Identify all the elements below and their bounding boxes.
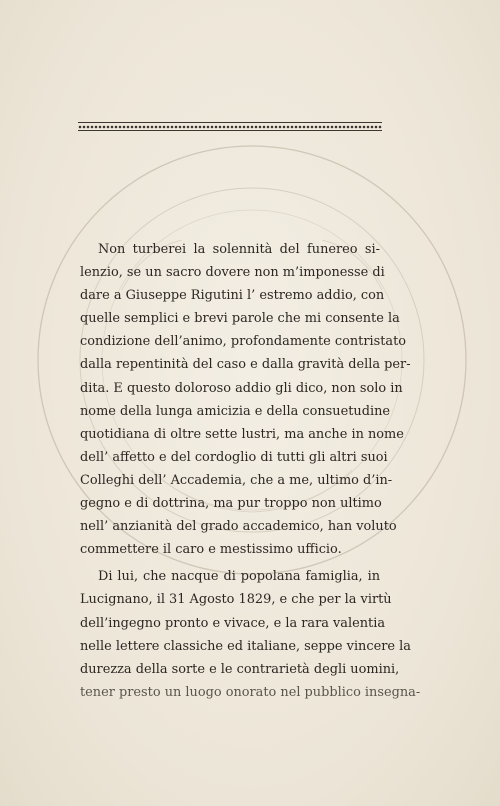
text-line: dalla repentinità del caso e dalla gravità della per- bbox=[80, 357, 411, 373]
text-line: dell’ affetto e del cordoglio di tutti gli altri suoi bbox=[80, 449, 388, 465]
text-line: Lucignano, il 31 Agosto 1829, e che per la virtù bbox=[80, 592, 392, 608]
text-line: dell’ingegno pronto e vivace, e la rara valentia bbox=[80, 615, 386, 631]
text-line: dare a Giuseppe Rigutini l’ estremo addio, con bbox=[80, 288, 385, 304]
text-line: durezza della sorte e le contrarietà degli uomini, bbox=[80, 661, 400, 677]
paragraph-1 bbox=[80, 238, 411, 561]
text-line: gegno e di dottrina, ma pur troppo non ultimo bbox=[80, 496, 382, 512]
text-line: Non turberei la solennità del funereo si- bbox=[98, 242, 380, 257]
text-line: tener presto un luogo onorato nel pubblico insegna- bbox=[80, 684, 421, 700]
text-line: Colleghi dell’ Accademia, che a me, ultimo d’in- bbox=[80, 472, 393, 488]
text-line: quotidiana di oltre sette lustri, ma anche in nome bbox=[80, 426, 404, 442]
paragraph-2 bbox=[80, 565, 421, 704]
text-line: dita. E questo doloroso addio gli dico, non solo in bbox=[80, 380, 403, 396]
text-line: Di lui, che nacque di popolana famiglia, in bbox=[98, 569, 380, 585]
text-line: commettere il caro e mestissimo ufficio. bbox=[80, 542, 342, 558]
body-text bbox=[80, 238, 421, 704]
text-line: lenzio, se un sacro dovere non m’imponesse di bbox=[80, 265, 385, 281]
text-line: nell’ anzianità del grado accademico, han voluto bbox=[80, 519, 397, 535]
text-line: nelle lettere classiche ed italiane, seppe vincere la bbox=[80, 638, 411, 654]
text-line: quelle semplici e brevi parole che mi consente la bbox=[80, 311, 400, 327]
text-line: nome della lunga amicizia e della consuetudine bbox=[80, 403, 391, 419]
ornamental-rule bbox=[78, 122, 382, 132]
text-line: condizione dell’animo, profondamente contristato bbox=[80, 334, 407, 350]
